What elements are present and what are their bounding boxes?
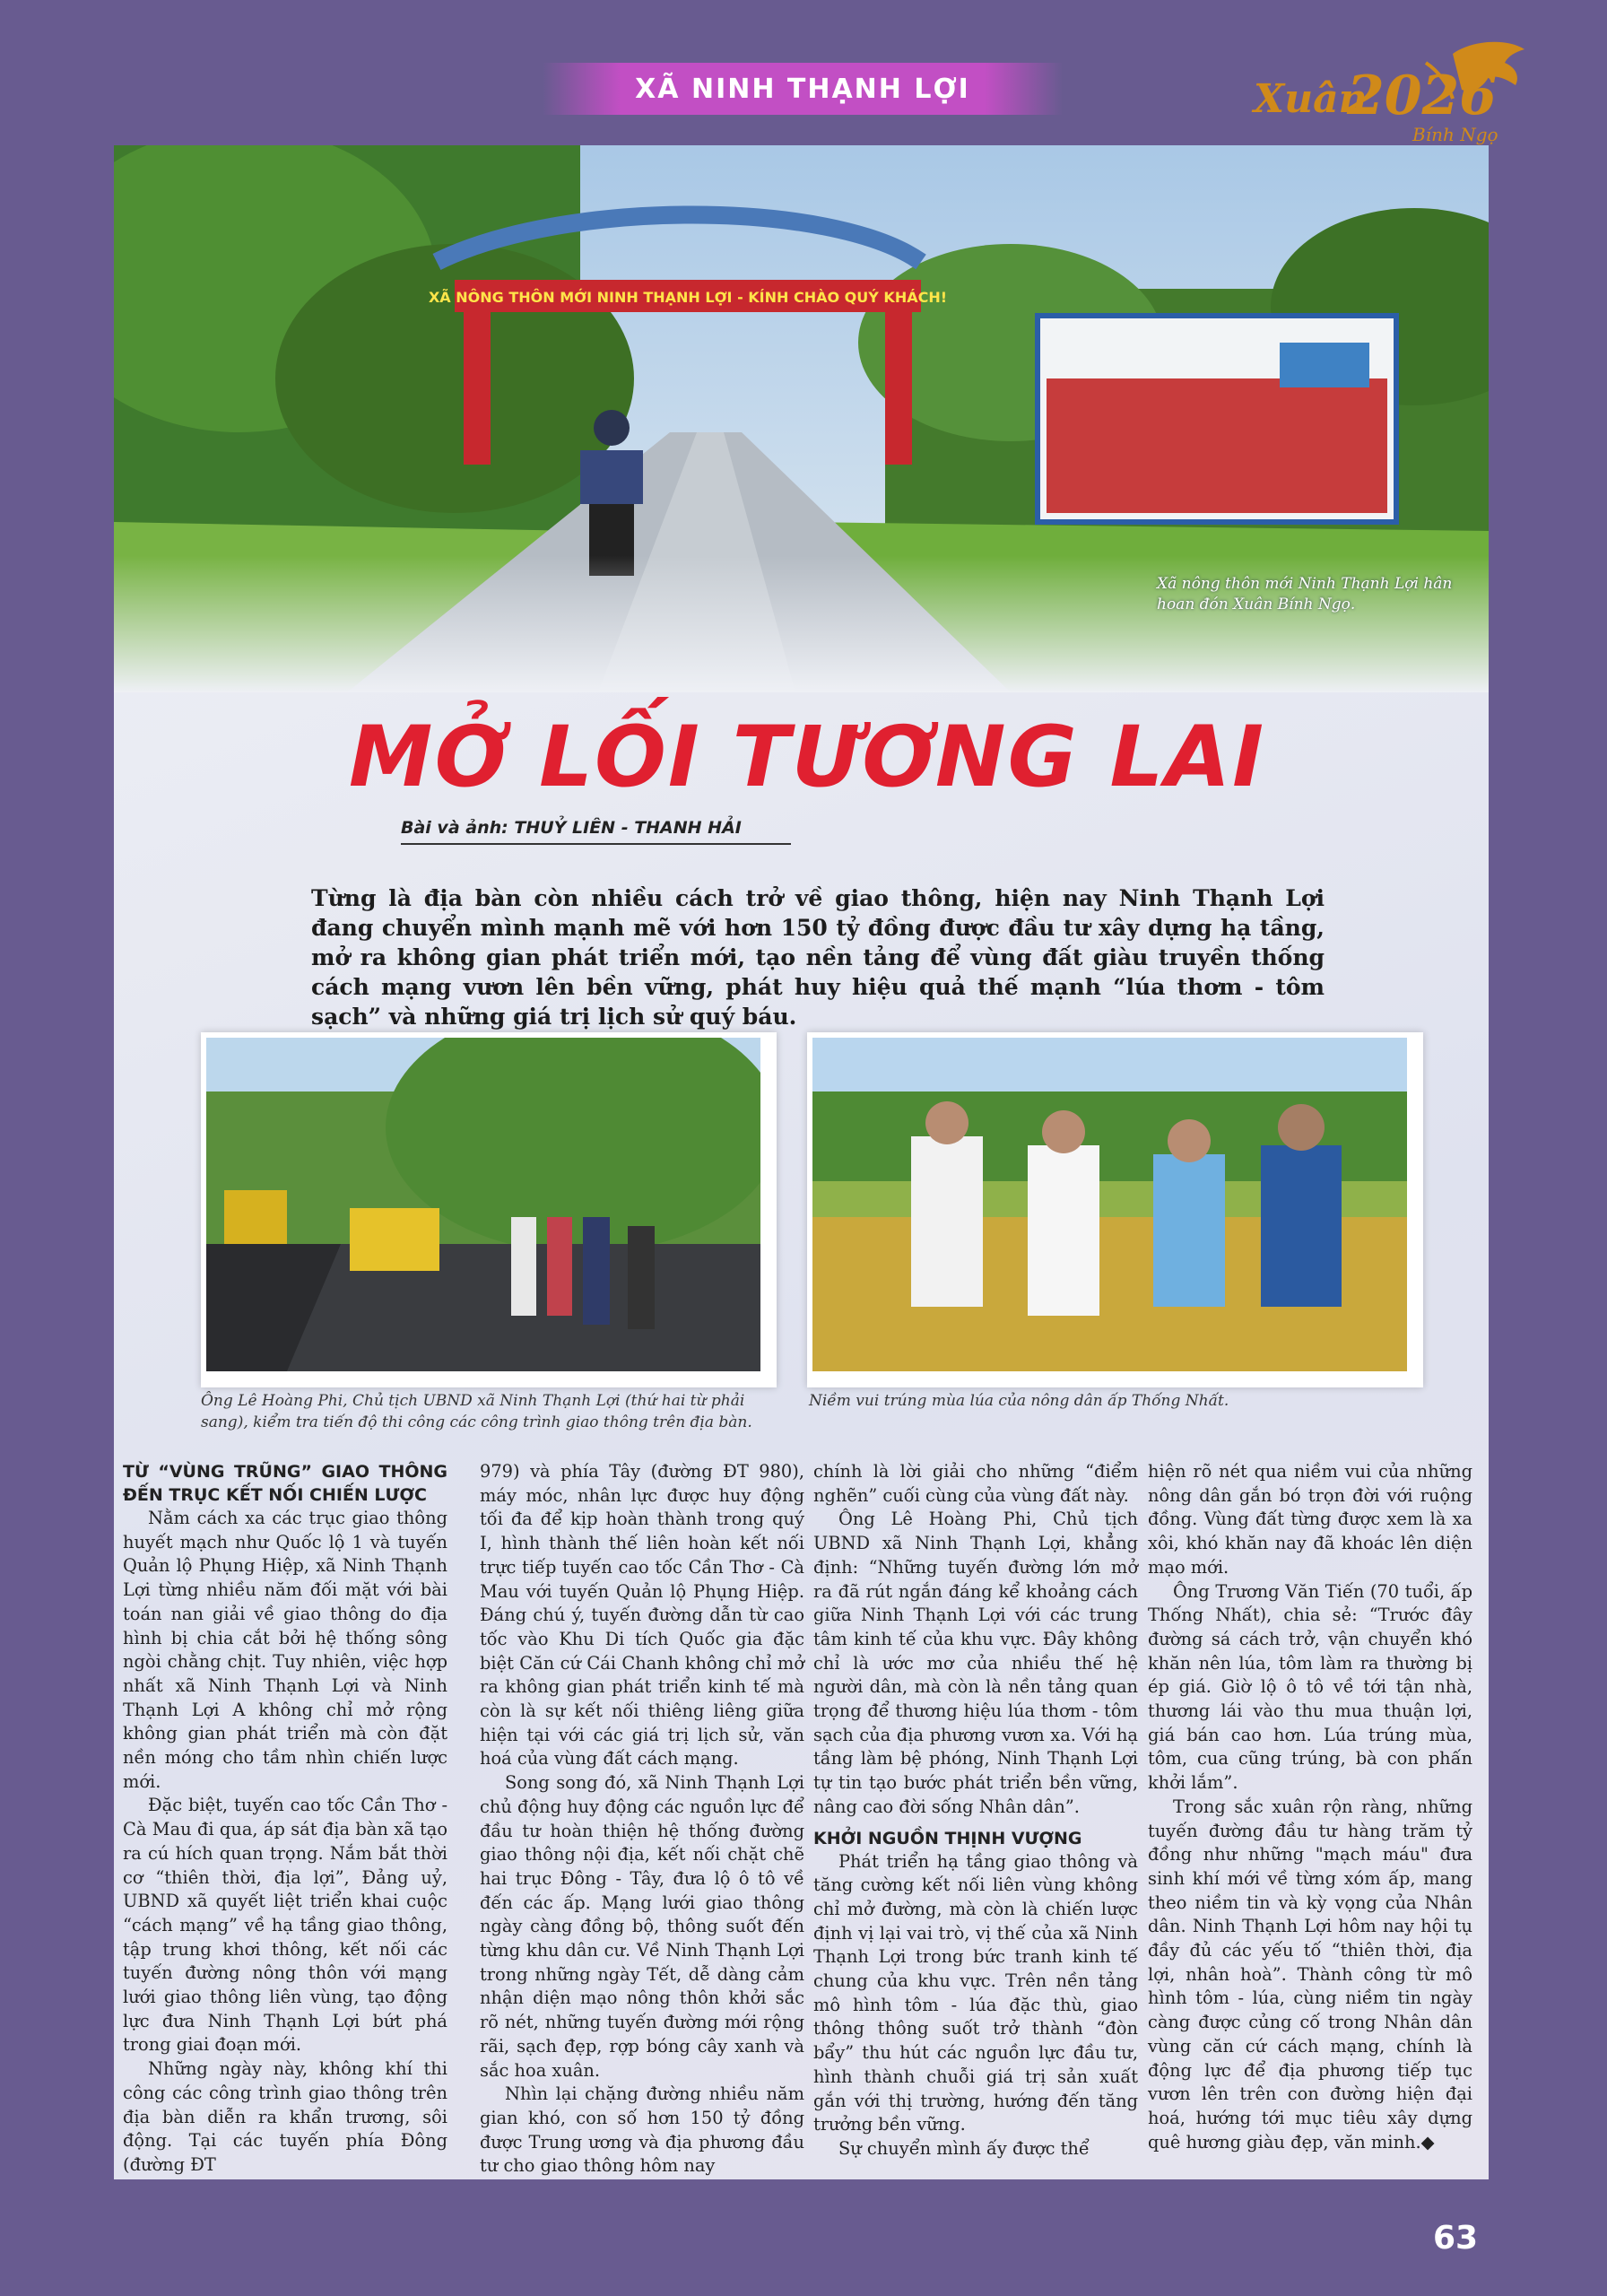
road-construction-illustration bbox=[206, 1038, 760, 1371]
paragraph: hiện rõ nét qua niềm vui của những nông dân gắn bó trọn đời với ruộng đồng. Vùng đất từng được xem là xa xôi, khó khăn nay đã khoác lên diện mạo mới. bbox=[1148, 1461, 1472, 1578]
paragraph: Phát triển hạ tầng giao thông và tăng cường kết nối liên vùng không chỉ mở đường, mà còn là chiến lược định vị lại vai trò, vị thế của xã Ninh Thạnh Lợi trong bức tranh kinh tế chung của khu vực. Trên nền tảng mô hình tôm - lúa đặc thù, giao thông thông suốt trở thành “đòn bẩy” thu hút các nguồn lực đầu tư, hình thành chuỗi giá trị sản xuất gắn với thị trường, hướng đến tăng trưởng bền vững. bbox=[813, 1850, 1138, 2135]
section-title: XÃ NINH THẠNH LỢI bbox=[635, 73, 970, 105]
paragraph-text: Trong sắc xuân rộn ràng, những tuyến đường đầu tư hàng trăm tỷ đồng như những "mạch máu" đưa sinh khí mới về từng xóm ấp, mang theo niềm tin và kỳ vọng của Nhân dân. Ninh Thạnh Lợi hôm nay hội tụ đầy đủ các yếu tố “thiên thời, địa lợi, nhân hoà”. Thành công từ mô hình tôm - lúa, cùng niềm tin ngày càng được củng cố trong Nhân dân vùng căn cứ cách mạng, chính là động lực để địa phương tiếp tục vươn lên trên con đường hiện đại hoá, hướng tới mục tiêu xây dựng quê hương giàu đẹp, văn minh. bbox=[1148, 1796, 1472, 2152]
column-1 bbox=[123, 1460, 447, 2178]
paragraph: Nhìn lại chặng đường nhiều năm gian khó, con số hơn 150 tỷ đồng được Trung ương và địa phương đầu tư cho giao thông hôm nay bbox=[480, 2083, 804, 2177]
byline-label: Bài và ảnh: bbox=[401, 818, 508, 838]
xuan-2026-logo bbox=[1247, 36, 1542, 152]
byline-rule bbox=[401, 843, 791, 845]
paragraph: Sự chuyển mình ấy được thể bbox=[838, 2137, 1090, 2159]
rice-field-illustration bbox=[812, 1038, 1407, 1371]
photo-rice-harvest bbox=[807, 1032, 1423, 1387]
photo2-caption: Niềm vui trúng mùa lúa của nông dân ấp Thống Nhất. bbox=[809, 1392, 1229, 1410]
column-2 bbox=[480, 1460, 804, 2179]
photo1-caption: Ông Lê Hoàng Phi, Chủ tịch UBND xã Ninh Thạnh Lợi (thứ hai từ phải sang), kiểm tra tiến độ thi công các công trình giao thông trên địa bàn. bbox=[201, 1392, 752, 1431]
logo-script: Xuân bbox=[1254, 76, 1368, 122]
paragraph: 979) và phía Tây (đường ĐT 980), máy móc, nhân lực được huy động tối đa để kịp hoàn thành trong quý I, hình thành thế liên hoàn kết nối trực tiếp tuyến cao tốc Cần Thơ - Cà Mau với tuyến Quản lộ Phụng Hiệp. Đáng chú ý, tuyến đường dẫn từ cao tốc vào Khu Di tích Quốc gia đặc biệt Căn cứ Cái Chanh không chỉ mở ra không gian phát triển kinh tế mà còn là sự kết nối thiêng liêng giữa hiện tại với các giá trị lịch sử, văn hoá của vùng đất cách mạng. bbox=[480, 1461, 804, 1770]
paragraph: Những ngày này, không khí thi công các công trình giao thông trên địa bàn diễn ra khẩn trương, sôi động. Tại các tuyến phía Đông (đường ĐT bbox=[123, 2058, 447, 2175]
paragraph: Song song đó, xã Ninh Thạnh Lợi chủ động huy động các nguồn lực để đầu tư hoàn thiện hệ thống đường giao thông nội địa, kết nối chặt chẽ hai trục Đông - Tây, đưa lộ ô tô về đến các ấp. Mạng lưới giao thông ngày càng đồng bộ, thông suốt đến từng khu dân cư. Về Ninh Thạnh Lợi trong những ngày Tết, dễ dàng cảm nhận diện mạo nông thôn khởi sắc rõ nét, những tuyến đường mới rộng rãi, sạch đẹp, rợp bóng cây xanh và sắc hoa xuân. bbox=[480, 1772, 804, 2081]
column-4 bbox=[1148, 1460, 1472, 2154]
paragraph: chính là lời giải cho những “điểm nghẽn” cuối cùng của vùng đất này. bbox=[813, 1461, 1138, 1506]
section-heading: KHỞI NGUỒN THỊNH VƯỢNG bbox=[813, 1828, 1082, 1848]
byline bbox=[401, 818, 742, 838]
byline-names: THUỶ LIÊN - THANH HẢI bbox=[514, 818, 742, 838]
page-number: 63 bbox=[1433, 2220, 1479, 2257]
paragraph: Ông Trương Văn Tiến (70 tuổi, ấp Thống Nhất), chia sẻ: “Trước đây đường sá cách trở, vận chuyển khó khăn nên lúa, tôm làm ra thường bị ép giá. Giờ lộ ô tô về tới tận nhà, thương lái vào thu mua thuận lợi, giá bán cao hơn. Lúa trúng mùa, tôm, cua cũng trúng, bà con phấn khởi lắm”. bbox=[1148, 1580, 1472, 1794]
column-3 bbox=[813, 1460, 1138, 2161]
paragraph bbox=[1148, 1796, 1472, 2155]
section-banner bbox=[543, 63, 1063, 115]
end-mark-icon: ◆ bbox=[1420, 2131, 1435, 2152]
lead-paragraph: Từng là địa bàn còn nhiều cách trở về giao thông, hiện nay Ninh Thạnh Lợi đang chuyển mình mạnh mẽ với hơn 150 tỷ đồng được đầu tư xây dựng hạ tầng, mở ra không gian phát triển mới, tạo nền tảng để vùng đất giàu truyền thống cách mạng vươn lên bền vững, phát huy hiệu quả thế mạnh “lúa thơm - tôm sạch” và những giá trị lịch sử quý báu. bbox=[311, 885, 1325, 1030]
section-heading: TỪ “VÙNG TRŨNG” GIAO THÔNG ĐẾN TRỤC KẾT NỐI CHIẾN LƯỢC bbox=[123, 1462, 447, 1505]
paragraph: Nằm cách xa các trục giao thông huyết mạch như Quốc lộ 1 và tuyến Quản lộ Phụng Hiệp, xã Ninh Thạnh Lợi từng nhiều năm đối mặt với bài toán nan giải về giao thông do địa hình bị chia cắt bởi hệ thống sông ngòi chằng chịt. Tuy nhiên, việc hợp nhất xã Ninh Thạnh Lợi và Ninh Thạnh Lợi A không chỉ mở rộng không gian phát triển mà còn đặt nền móng cho tầm nhìn chiến lược mới. bbox=[123, 1508, 447, 1792]
hero-caption: Xã nông thôn mới Ninh Thạnh Lợi hân hoan đón Xuân Bính Ngọ. bbox=[1157, 575, 1453, 613]
photo-road-construction bbox=[201, 1032, 777, 1387]
paragraph: Đặc biệt, tuyến cao tốc Cần Thơ - Cà Mau đi qua, áp sát địa bàn xã tạo ra cú hích quan trọng. Nắm bắt thời cơ “thiên thời, địa lợi”, Đảng uỷ, UBND xã quyết liệt triển khai cuộc “cách mạng” về hạ tầng giao thông, tập trung khơi thông, kết nối các tuyến đường nông thôn với mạng lưới giao thông liên vùng, tạo động lực đưa Ninh Thạnh Lợi bứt phá trong giai đoạn mới. bbox=[123, 1795, 447, 2056]
paragraph: Ông Lê Hoàng Phi, Chủ tịch UBND xã Ninh Thạnh Lợi, khẳng định: “Những tuyến đường lớn mở ra đã rút ngắn đáng kể khoảng cách giữa Ninh Thạnh Lợi với các trung tâm kinh tế của khu vực. Đây không chỉ là ước mơ của nhiều thế hệ người dân, mà còn là nền tảng quan trọng để thương hiệu lúa thơm - tôm sạch của địa phương vươn xa. Với hạ tầng làm bệ phóng, Ninh Thạnh Lợi tự tin tạo bước phát triển bền vững, nâng cao đời sống Nhân dân”. bbox=[813, 1509, 1138, 1817]
article-title: MỞ LỐI TƯƠNG LAI bbox=[348, 709, 1266, 806]
logo-year: 2026 bbox=[1347, 65, 1497, 127]
logo-subtitle: Bính Ngọ bbox=[1412, 124, 1498, 145]
